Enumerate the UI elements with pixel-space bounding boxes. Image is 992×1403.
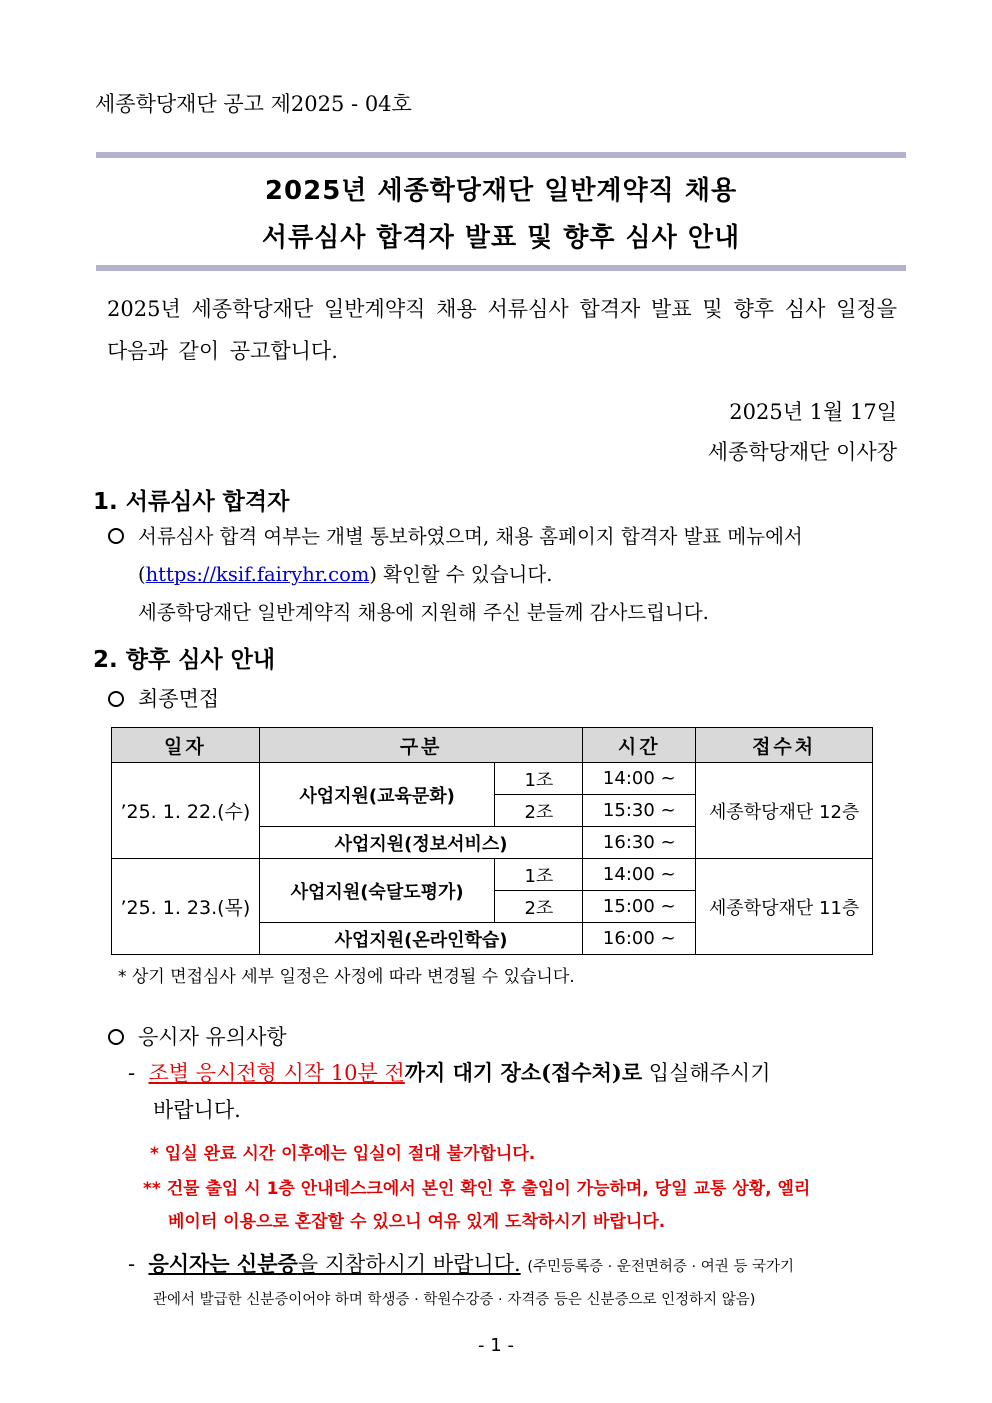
notice-number: 세종학당재단 공고 제2025 - 04호 bbox=[95, 92, 412, 116]
applicant-notes-label: 응시자 유의사항 bbox=[138, 1025, 287, 1049]
day1-a2-time: 15:30 ~ bbox=[583, 795, 696, 827]
applicant-notes-subheading bbox=[108, 1021, 287, 1051]
day2-a2-time: 15:00 ~ bbox=[583, 891, 696, 923]
header-location: 접수처 bbox=[696, 728, 873, 763]
section2-heading: 2. 향후 심사 안내 bbox=[93, 647, 276, 673]
circle-bullet-icon bbox=[108, 1029, 124, 1045]
item2-small-text-2: 관에서 발급한 신분증이어야 하며 학생증 · 학원수강증 · 자격증 등은 신분증으로 인정하지 않음) bbox=[153, 1292, 756, 1308]
day2-a2-team: 2조 bbox=[495, 891, 583, 923]
dash-bullet: - bbox=[128, 1061, 149, 1085]
header-time: 시간 bbox=[583, 728, 696, 763]
page-title-line1: 2025년 세종학당재단 일반계약직 채용 bbox=[264, 176, 738, 206]
item2-line1 bbox=[128, 1248, 794, 1278]
day2-b-time: 16:00 ~ bbox=[583, 923, 696, 955]
item2-bold-text: 응시자는 신분증 bbox=[148, 1251, 298, 1276]
item1-red-text: 조별 응시전형 시작 10분 전 bbox=[148, 1061, 405, 1085]
section1-link-line bbox=[138, 556, 552, 593]
title-bottom-rule bbox=[96, 265, 906, 271]
day2-group-b: 사업지원(온라인학습) bbox=[259, 923, 583, 955]
day1-group-a: 사업지원(교육문화) bbox=[259, 763, 495, 827]
intro-paragraph: 2025년 세종학당재단 일반계약직 채용 서류심사 합격자 발표 및 향후 심사 일정을 다음과 같이 공고합니다. bbox=[107, 297, 897, 363]
table-note: * 상기 면접심사 세부 일정은 사정에 따라 변경될 수 있습니다. bbox=[118, 967, 575, 987]
item2-small-text-1: (주민등록증 · 운전면허증 · 여권 등 국가기 bbox=[527, 1259, 794, 1275]
interview-schedule-table bbox=[111, 727, 873, 955]
circle-bullet-icon bbox=[108, 691, 124, 707]
section1-heading: 1. 서류심사 합격자 bbox=[93, 489, 290, 515]
section1-line1: 서류심사 합격 여부는 개별 통보하였으며, 채용 홈페이지 합격자 발표 메뉴에서 bbox=[138, 525, 803, 548]
signer: 세종학당재단 이사장 bbox=[707, 440, 897, 464]
note1: * 입실 완료 시간 이후에는 입실이 절대 불가합니다. bbox=[150, 1144, 536, 1164]
item1-line1 bbox=[128, 1056, 771, 1090]
section1-bullet bbox=[108, 518, 803, 555]
item1-line2: 바랍니다. bbox=[153, 1098, 241, 1122]
day1-date: ’25. 1. 22.(수) bbox=[112, 763, 260, 859]
day1-b-time: 16:30 ~ bbox=[583, 827, 696, 859]
final-interview-subheading bbox=[108, 683, 219, 713]
day2-group-a: 사업지원(숙달도평가) bbox=[259, 859, 495, 923]
day1-a1-time: 14:00 ~ bbox=[583, 763, 696, 795]
table-row bbox=[112, 763, 873, 795]
page-number: - 1 - bbox=[478, 1335, 514, 1356]
day2-a1-time: 14:00 ~ bbox=[583, 859, 696, 891]
page-title-line2: 서류심사 합격자 발표 및 향후 심사 안내 bbox=[261, 223, 741, 253]
item2-rest-text: 을 지참하시기 바랍니다. bbox=[297, 1252, 521, 1276]
final-interview-label: 최종면접 bbox=[138, 687, 220, 711]
announcement-date: 2025년 1월 17일 bbox=[729, 400, 897, 424]
day1-a2-team: 2조 bbox=[495, 795, 583, 827]
header-category: 구분 bbox=[259, 728, 583, 763]
day2-date: ’25. 1. 23.(목) bbox=[112, 859, 260, 955]
section1-line2: 확인할 수 있습니다. bbox=[376, 563, 553, 586]
note2-line2: 베이터 이용으로 혼잡할 수 있으니 여유 있게 도착하시기 바랍니다. bbox=[168, 1212, 666, 1232]
note2-line1: ** 건물 출입 시 1층 안내데스크에서 본인 확인 후 출입이 가능하며, 당일 교통 상황, 엘리 bbox=[143, 1179, 811, 1199]
item1-rest-text: 입실해주시기 bbox=[642, 1061, 771, 1085]
link-paren-close: ) bbox=[369, 563, 377, 586]
item1-bold-text: 까지 대기 장소(접수처)로 bbox=[404, 1060, 643, 1085]
day1-group-b: 사업지원(정보서비스) bbox=[259, 827, 583, 859]
link-paren-open: ( bbox=[138, 563, 146, 586]
header-date: 일자 bbox=[112, 728, 260, 763]
day2-a1-team: 1조 bbox=[495, 859, 583, 891]
table-header-row bbox=[112, 728, 873, 763]
day1-place: 세종학당재단 12층 bbox=[696, 763, 873, 859]
table-row bbox=[112, 859, 873, 891]
dash-bullet: - bbox=[128, 1252, 149, 1276]
day2-place: 세종학당재단 11층 bbox=[696, 859, 873, 955]
recruitment-homepage-link[interactable]: https://ksif.fairyhr.com bbox=[145, 563, 370, 586]
section1-line3: 세종학당재단 일반계약직 채용에 지원해 주신 분들께 감사드립니다. bbox=[138, 601, 709, 624]
title-top-rule bbox=[96, 152, 906, 158]
day1-a1-team: 1조 bbox=[495, 763, 583, 795]
circle-bullet-icon bbox=[108, 528, 124, 544]
